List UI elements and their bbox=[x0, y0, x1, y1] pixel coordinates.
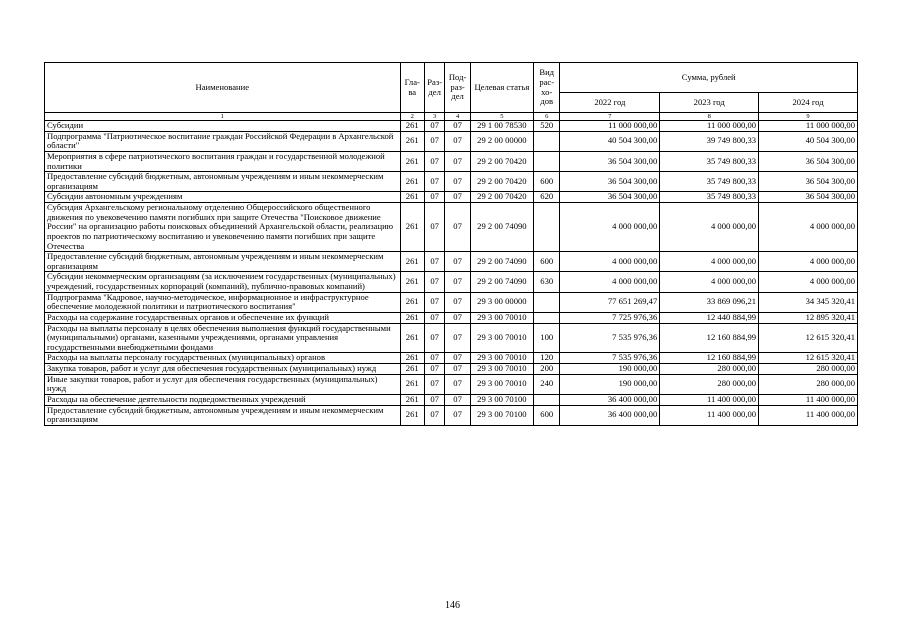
row-razdel: 07 bbox=[424, 364, 444, 375]
row-sum-2024: 36 504 300,00 bbox=[759, 172, 858, 192]
row-target: 29 3 00 70100 bbox=[470, 394, 533, 405]
row-glava: 261 bbox=[400, 151, 424, 171]
row-glava: 261 bbox=[400, 405, 424, 425]
row-vid bbox=[533, 151, 559, 171]
table-row bbox=[45, 192, 858, 203]
row-sum-2023: 11 000 000,00 bbox=[660, 121, 759, 132]
row-sum-2024: 12 895 320,41 bbox=[759, 312, 858, 323]
table-row bbox=[45, 323, 858, 353]
row-name: Субсидии автономным учреждениям bbox=[45, 192, 401, 203]
header-target: Целевая статья bbox=[470, 63, 533, 113]
row-sum-2023: 11 400 000,00 bbox=[660, 394, 759, 405]
row-target: 29 1 00 78530 bbox=[470, 121, 533, 132]
header-vid: Вид рас-хо-дов bbox=[533, 63, 559, 113]
row-sum-2024: 4 000 000,00 bbox=[759, 272, 858, 292]
row-podrazdel: 07 bbox=[445, 374, 470, 394]
header-year-2024: 2024 год bbox=[759, 93, 858, 113]
table-row bbox=[45, 151, 858, 171]
table-row bbox=[45, 364, 858, 375]
row-podrazdel: 07 bbox=[445, 323, 470, 353]
row-razdel: 07 bbox=[424, 405, 444, 425]
row-vid: 520 bbox=[533, 121, 559, 132]
row-glava: 261 bbox=[400, 121, 424, 132]
row-podrazdel: 07 bbox=[445, 312, 470, 323]
row-target: 29 3 00 70010 bbox=[470, 353, 533, 364]
row-sum-2023: 11 400 000,00 bbox=[660, 405, 759, 425]
row-podrazdel: 07 bbox=[445, 353, 470, 364]
row-sum-2022: 36 400 000,00 bbox=[560, 405, 660, 425]
header-year-2022: 2022 год bbox=[560, 93, 660, 113]
column-index: 9 bbox=[759, 113, 858, 121]
page-number: 146 bbox=[445, 600, 460, 611]
row-sum-2023: 12 440 884,99 bbox=[660, 312, 759, 323]
row-sum-2022: 36 504 300,00 bbox=[560, 192, 660, 203]
column-index: 2 bbox=[400, 113, 424, 121]
row-sum-2024: 34 345 320,41 bbox=[759, 292, 858, 312]
row-sum-2022: 36 504 300,00 bbox=[560, 151, 660, 171]
row-vid bbox=[533, 131, 559, 151]
table-header bbox=[45, 63, 858, 121]
row-target: 29 2 00 70420 bbox=[470, 172, 533, 192]
row-vid: 120 bbox=[533, 353, 559, 364]
row-glava: 261 bbox=[400, 394, 424, 405]
row-sum-2022: 36 504 300,00 bbox=[560, 172, 660, 192]
table-row bbox=[45, 374, 858, 394]
header-podrazdel: Под-раз-дел bbox=[445, 63, 470, 113]
column-index: 3 bbox=[424, 113, 444, 121]
row-target: 29 2 00 74090 bbox=[470, 272, 533, 292]
row-target: 29 3 00 70010 bbox=[470, 364, 533, 375]
row-name: Закупка товаров, работ и услуг для обеспечения государственных (муниципальных) нужд bbox=[45, 364, 401, 375]
row-vid: 600 bbox=[533, 252, 559, 272]
row-name: Субсидии некоммерческим организациям (за исключением государственных (муниципальных) учреждений, государственных корпораций (компаний), публично-правовых компаний) bbox=[45, 272, 401, 292]
row-sum-2022: 7 535 976,36 bbox=[560, 353, 660, 364]
row-razdel: 07 bbox=[424, 272, 444, 292]
row-vid bbox=[533, 394, 559, 405]
row-podrazdel: 07 bbox=[445, 192, 470, 203]
column-index: 4 bbox=[445, 113, 470, 121]
table-row bbox=[45, 131, 858, 151]
row-vid: 620 bbox=[533, 192, 559, 203]
row-razdel: 07 bbox=[424, 374, 444, 394]
row-podrazdel: 07 bbox=[445, 203, 470, 252]
budget-table bbox=[44, 62, 858, 426]
row-sum-2022: 40 504 300,00 bbox=[560, 131, 660, 151]
header-year-2023: 2023 год bbox=[660, 93, 759, 113]
row-razdel: 07 bbox=[424, 151, 444, 171]
row-sum-2023: 12 160 884,99 bbox=[660, 323, 759, 353]
column-index: 5 bbox=[470, 113, 533, 121]
row-sum-2022: 190 000,00 bbox=[560, 364, 660, 375]
header-name: Наименование bbox=[45, 63, 401, 113]
row-target: 29 3 00 70100 bbox=[470, 405, 533, 425]
row-sum-2024: 11 400 000,00 bbox=[759, 405, 858, 425]
table-row bbox=[45, 394, 858, 405]
row-sum-2022: 190 000,00 bbox=[560, 374, 660, 394]
row-podrazdel: 07 bbox=[445, 252, 470, 272]
row-glava: 261 bbox=[400, 374, 424, 394]
row-target: 29 2 00 70420 bbox=[470, 192, 533, 203]
header-razdel: Раз-дел bbox=[424, 63, 444, 113]
table-row bbox=[45, 292, 858, 312]
row-podrazdel: 07 bbox=[445, 131, 470, 151]
row-glava: 261 bbox=[400, 272, 424, 292]
column-index: 7 bbox=[560, 113, 660, 121]
row-razdel: 07 bbox=[424, 323, 444, 353]
header-sum: Сумма, рублей bbox=[560, 63, 858, 93]
table-row bbox=[45, 203, 858, 252]
row-sum-2023: 4 000 000,00 bbox=[660, 272, 759, 292]
row-sum-2022: 4 000 000,00 bbox=[560, 203, 660, 252]
row-podrazdel: 07 bbox=[445, 172, 470, 192]
row-razdel: 07 bbox=[424, 192, 444, 203]
row-target: 29 2 00 74090 bbox=[470, 203, 533, 252]
row-target: 29 3 00 00000 bbox=[470, 292, 533, 312]
row-glava: 261 bbox=[400, 312, 424, 323]
row-razdel: 07 bbox=[424, 252, 444, 272]
row-target: 29 2 00 74090 bbox=[470, 252, 533, 272]
row-glava: 261 bbox=[400, 172, 424, 192]
row-glava: 261 bbox=[400, 192, 424, 203]
row-glava: 261 bbox=[400, 252, 424, 272]
row-vid bbox=[533, 312, 559, 323]
row-sum-2022: 7 725 976,36 bbox=[560, 312, 660, 323]
row-glava: 261 bbox=[400, 323, 424, 353]
row-target: 29 2 00 70420 bbox=[470, 151, 533, 171]
table-body bbox=[45, 121, 858, 426]
row-sum-2022: 11 000 000,00 bbox=[560, 121, 660, 132]
row-sum-2023: 280 000,00 bbox=[660, 374, 759, 394]
row-glava: 261 bbox=[400, 292, 424, 312]
row-name: Расходы на обеспечение деятельности подведомственных учреждений bbox=[45, 394, 401, 405]
row-vid: 240 bbox=[533, 374, 559, 394]
row-name: Предоставление субсидий бюджетным, автономным учреждениям и иным некоммерческим организациям bbox=[45, 172, 401, 192]
row-name: Подпрограмма "Патриотическое воспитание граждан Российской Федерации в Архангельской области" bbox=[45, 131, 401, 151]
column-index: 1 bbox=[45, 113, 401, 121]
row-target: 29 3 00 70010 bbox=[470, 323, 533, 353]
row-sum-2024: 11 000 000,00 bbox=[759, 121, 858, 132]
row-sum-2023: 33 869 096,21 bbox=[660, 292, 759, 312]
row-sum-2024: 12 615 320,41 bbox=[759, 353, 858, 364]
table-row bbox=[45, 312, 858, 323]
row-podrazdel: 07 bbox=[445, 292, 470, 312]
row-sum-2023: 4 000 000,00 bbox=[660, 203, 759, 252]
table-row bbox=[45, 252, 858, 272]
row-sum-2023: 12 160 884,99 bbox=[660, 353, 759, 364]
row-sum-2023: 35 749 800,33 bbox=[660, 151, 759, 171]
row-name: Иные закупки товаров, работ и услуг для обеспечения государственных (муниципальных) нужд bbox=[45, 374, 401, 394]
row-name: Расходы на выплаты персоналу государственных (муниципальных) органов bbox=[45, 353, 401, 364]
row-name: Расходы на содержание государственных органов и обеспечение их функций bbox=[45, 312, 401, 323]
row-razdel: 07 bbox=[424, 394, 444, 405]
row-sum-2024: 12 615 320,41 bbox=[759, 323, 858, 353]
row-target: 29 3 00 70010 bbox=[470, 374, 533, 394]
row-sum-2024: 36 504 300,00 bbox=[759, 192, 858, 203]
row-sum-2022: 77 651 269,47 bbox=[560, 292, 660, 312]
row-podrazdel: 07 bbox=[445, 364, 470, 375]
row-razdel: 07 bbox=[424, 121, 444, 132]
table-row bbox=[45, 353, 858, 364]
row-razdel: 07 bbox=[424, 312, 444, 323]
row-vid: 630 bbox=[533, 272, 559, 292]
table-row bbox=[45, 121, 858, 132]
row-name: Предоставление субсидий бюджетным, автономным учреждениям и иным некоммерческим организациям bbox=[45, 252, 401, 272]
row-podrazdel: 07 bbox=[445, 394, 470, 405]
row-sum-2023: 35 749 800,33 bbox=[660, 172, 759, 192]
row-glava: 261 bbox=[400, 131, 424, 151]
table-row bbox=[45, 272, 858, 292]
row-sum-2022: 4 000 000,00 bbox=[560, 252, 660, 272]
row-sum-2023: 280 000,00 bbox=[660, 364, 759, 375]
row-sum-2024: 11 400 000,00 bbox=[759, 394, 858, 405]
row-sum-2023: 39 749 800,33 bbox=[660, 131, 759, 151]
row-sum-2023: 4 000 000,00 bbox=[660, 252, 759, 272]
row-sum-2024: 4 000 000,00 bbox=[759, 252, 858, 272]
row-sum-2024: 36 504 300,00 bbox=[759, 151, 858, 171]
row-target: 29 3 00 70010 bbox=[470, 312, 533, 323]
row-vid bbox=[533, 203, 559, 252]
row-razdel: 07 bbox=[424, 292, 444, 312]
row-sum-2022: 7 535 976,36 bbox=[560, 323, 660, 353]
row-sum-2024: 4 000 000,00 bbox=[759, 203, 858, 252]
row-sum-2023: 35 749 800,33 bbox=[660, 192, 759, 203]
row-vid bbox=[533, 292, 559, 312]
row-sum-2024: 280 000,00 bbox=[759, 374, 858, 394]
row-sum-2024: 40 504 300,00 bbox=[759, 131, 858, 151]
row-vid: 600 bbox=[533, 405, 559, 425]
row-podrazdel: 07 bbox=[445, 151, 470, 171]
row-podrazdel: 07 bbox=[445, 405, 470, 425]
table-row bbox=[45, 405, 858, 425]
row-name: Подпрограмма "Кадровое, научно-методическое, информационное и инфраструктурное обеспечение молодежной политики и патриотического воспитания" bbox=[45, 292, 401, 312]
table-row bbox=[45, 172, 858, 192]
row-podrazdel: 07 bbox=[445, 272, 470, 292]
row-razdel: 07 bbox=[424, 131, 444, 151]
row-name: Мероприятия в сфере патриотического воспитания граждан и государственной молодежной политики bbox=[45, 151, 401, 171]
row-sum-2024: 280 000,00 bbox=[759, 364, 858, 375]
row-name: Расходы на выплаты персоналу в целях обеспечения выполнения функций государственными (муниципальными) органами, казенными учреждениями, органами управления государственными внебюджетными фондами bbox=[45, 323, 401, 353]
row-glava: 261 bbox=[400, 364, 424, 375]
row-vid: 100 bbox=[533, 323, 559, 353]
row-name: Субсидии bbox=[45, 121, 401, 132]
column-index: 8 bbox=[660, 113, 759, 121]
row-target: 29 2 00 00000 bbox=[470, 131, 533, 151]
row-sum-2022: 36 400 000,00 bbox=[560, 394, 660, 405]
column-index-row bbox=[45, 113, 858, 121]
row-razdel: 07 bbox=[424, 353, 444, 364]
row-name: Субсидия Архангельскому региональному отделению Общероссийского общественного движения по увековечению памяти погибших при защите Отечества "Поисковое движение России" на организацию работы поисковых объединений Архангельской области, реализацию проектов по патриотическому воспитанию и увековечению памяти погибших при защите Отечества bbox=[45, 203, 401, 252]
row-podrazdel: 07 bbox=[445, 121, 470, 132]
column-index: 6 bbox=[533, 113, 559, 121]
row-vid: 200 bbox=[533, 364, 559, 375]
row-glava: 261 bbox=[400, 203, 424, 252]
header-glava: Гла-ва bbox=[400, 63, 424, 113]
row-sum-2022: 4 000 000,00 bbox=[560, 272, 660, 292]
row-razdel: 07 bbox=[424, 203, 444, 252]
row-razdel: 07 bbox=[424, 172, 444, 192]
row-glava: 261 bbox=[400, 353, 424, 364]
row-name: Предоставление субсидий бюджетным, автономным учреждениям и иным некоммерческим организациям bbox=[45, 405, 401, 425]
row-vid: 600 bbox=[533, 172, 559, 192]
